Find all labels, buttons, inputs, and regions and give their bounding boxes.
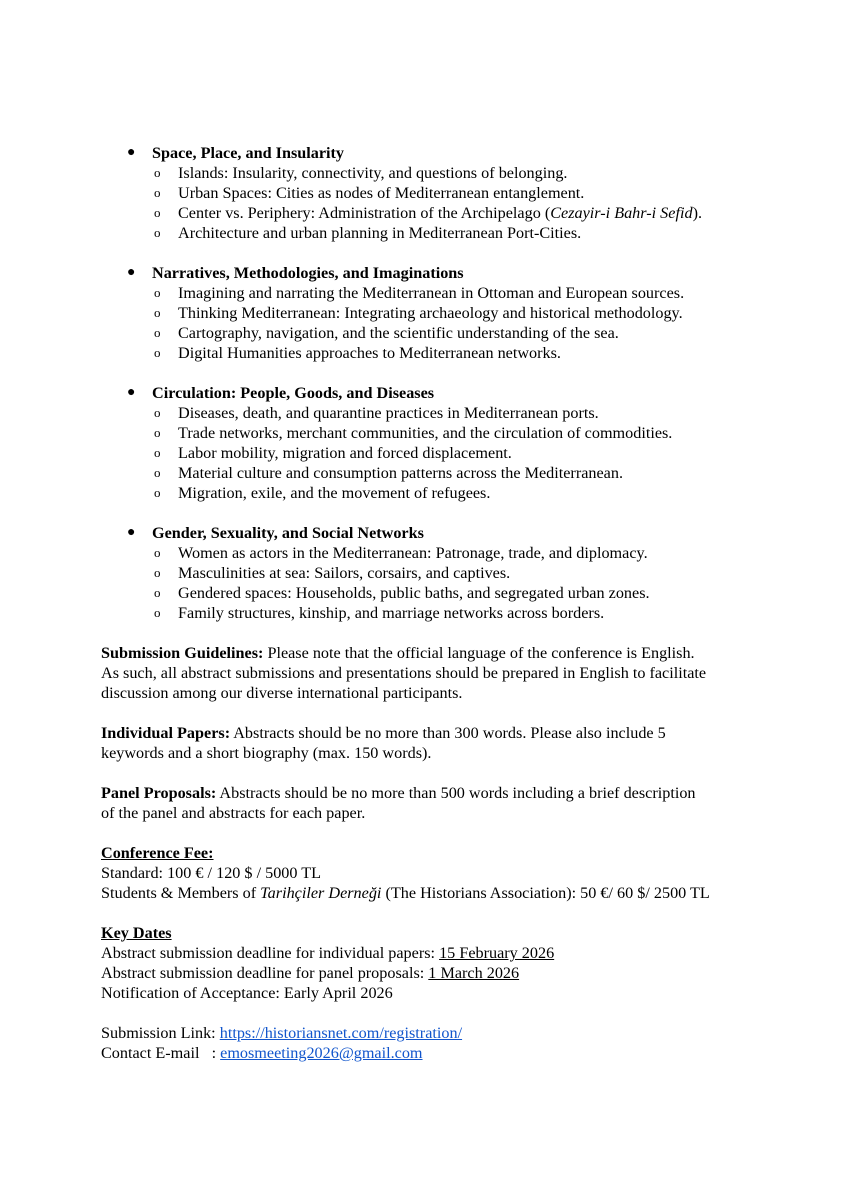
- list-item-text: Migration, exile, and the movement of refugees.: [178, 484, 491, 502]
- list-item-text: Center vs. Periphery: Administration of the Archipelago (: [178, 204, 551, 222]
- contact-email-line: Contact E-mail : emosmeeting2026@gmail.com: [101, 1044, 423, 1062]
- list-item: [101, 283, 801, 303]
- list-item: [101, 563, 801, 583]
- paragraph-line: discussion among our diverse international participants.: [101, 684, 463, 702]
- paragraph-line: As such, all abstract submissions and presentations should be prepared in English to facilitate: [101, 664, 707, 682]
- topic-heading: [101, 383, 801, 403]
- key-dates: [101, 923, 801, 1003]
- sub-bullet-icon: o: [154, 325, 161, 340]
- section-label: Submission Guidelines:: [101, 644, 264, 662]
- individual-papers: [101, 723, 801, 763]
- bullet-icon: ●: [127, 385, 136, 400]
- list-item-italic: Cezayir-i Bahr-i Sefid: [550, 204, 693, 222]
- topic-heading: [101, 263, 801, 283]
- sub-bullet-icon: o: [154, 585, 161, 600]
- list-item: [101, 423, 801, 443]
- list-item: [101, 443, 801, 463]
- date-panel: Abstract submission deadline for panel proposals: 1 March 2026: [101, 964, 520, 982]
- topic-heading: [101, 523, 801, 543]
- list-item-text: Imagining and narrating the Mediterranean in Ottoman and European sources.: [178, 284, 685, 302]
- paragraph-line: Abstracts should be no more than 500 words including a brief description: [216, 784, 696, 802]
- bullet-icon: ●: [127, 265, 136, 280]
- paragraph-line: Please note that the official language of the conference is English.: [263, 644, 695, 662]
- sub-bullet-icon: o: [154, 205, 161, 220]
- list-item: [101, 603, 801, 623]
- submission-link[interactable]: https://historiansnet.com/registration/: [219, 1024, 463, 1042]
- section-heading: Key Dates: [101, 924, 172, 942]
- submission-guidelines: [101, 643, 801, 703]
- sub-bullet-icon: o: [154, 565, 161, 580]
- list-item: [101, 163, 801, 183]
- sub-bullet-icon: o: [154, 405, 161, 420]
- section-label: Panel Proposals:: [101, 784, 217, 802]
- list-item: [101, 483, 801, 503]
- section-heading: Conference Fee:: [101, 844, 214, 862]
- list-item-text: Digital Humanities approaches to Mediterranean networks.: [178, 344, 561, 362]
- list-item: [101, 463, 801, 483]
- list-item-text: Diseases, death, and quarantine practices in Mediterranean ports.: [178, 404, 599, 422]
- date-notification: Notification of Acceptance: Early April 2026: [101, 984, 393, 1002]
- list-item: [101, 303, 801, 323]
- list-item-text: Thinking Mediterranean: Integrating archaeology and historical methodology.: [178, 304, 683, 322]
- section-label: Individual Papers:: [101, 724, 231, 742]
- topic-gender: [101, 523, 801, 623]
- list-item: [101, 183, 801, 203]
- list-item-text: Labor mobility, migration and forced displacement.: [178, 444, 512, 462]
- list-item-text: Cartography, navigation, and the scientific understanding of the sea.: [178, 324, 619, 342]
- topic-title: Narratives, Methodologies, and Imaginations: [152, 264, 464, 282]
- list-item-text: Urban Spaces: Cities as nodes of Mediterranean entanglement.: [178, 184, 585, 202]
- bullet-icon: ●: [127, 525, 136, 540]
- sub-bullet-icon: o: [154, 225, 161, 240]
- sub-bullet-icon: o: [154, 605, 161, 620]
- panel-proposals: [101, 783, 801, 823]
- sub-bullet-icon: o: [154, 485, 161, 500]
- list-item-text: Masculinities at sea: Sailors, corsairs, and captives.: [178, 564, 511, 582]
- paragraph-line: of the panel and abstracts for each paper.: [101, 804, 366, 822]
- date-value: 15 February 2026: [439, 944, 555, 962]
- sub-bullet-icon: o: [154, 425, 161, 440]
- list-item: [101, 203, 801, 223]
- sub-bullet-icon: o: [154, 285, 161, 300]
- contact-email-link[interactable]: emosmeeting2026@gmail.com: [220, 1044, 423, 1062]
- topic-circulation: [101, 383, 801, 503]
- list-item: [101, 583, 801, 603]
- sub-bullet-icon: o: [154, 185, 161, 200]
- document-page: [101, 143, 801, 1083]
- paragraph-line: keywords and a short biography (max. 150 words).: [101, 744, 432, 762]
- topic-heading: [101, 143, 801, 163]
- topic-space-place: [101, 143, 801, 243]
- conference-fee: [101, 843, 801, 903]
- bullet-icon: ●: [127, 145, 136, 160]
- list-item-text: Family structures, kinship, and marriage networks across borders.: [178, 604, 605, 622]
- sub-bullet-icon: o: [154, 545, 161, 560]
- sub-bullet-icon: o: [154, 345, 161, 360]
- list-item-text-after: ).: [692, 204, 702, 222]
- sub-bullet-icon: o: [154, 165, 161, 180]
- topic-title: Circulation: People, Goods, and Diseases: [152, 384, 435, 402]
- sub-bullet-icon: o: [154, 445, 161, 460]
- date-value: 1 March 2026: [428, 964, 520, 982]
- association-name: Tarihçiler Derneği: [260, 884, 382, 902]
- list-item: [101, 323, 801, 343]
- list-item-text: Trade networks, merchant communities, and the circulation of commodities.: [178, 424, 673, 442]
- topic-title: Gender, Sexuality, and Social Networks: [152, 524, 424, 542]
- list-item-text: Islands: Insularity, connectivity, and questions of belonging.: [178, 164, 568, 182]
- sub-bullet-icon: o: [154, 465, 161, 480]
- list-item-text: Gendered spaces: Households, public baths, and segregated urban zones.: [178, 584, 650, 602]
- contact-info: [101, 1023, 801, 1063]
- fee-students: Students & Members of Tarihçiler Derneği (The Historians Association): 50 €/ 60 $/ 2500 TL: [101, 884, 710, 902]
- topic-title: Space, Place, and Insularity: [152, 144, 345, 162]
- fee-standard: Standard: 100 € / 120 $ / 5000 TL: [101, 864, 322, 882]
- list-item-text: Material culture and consumption patterns across the Mediterranean.: [178, 464, 623, 482]
- list-item: [101, 223, 801, 243]
- list-item: [101, 403, 801, 423]
- list-item: [101, 343, 801, 363]
- list-item: [101, 543, 801, 563]
- list-item-text: Women as actors in the Mediterranean: Patronage, trade, and diplomacy.: [178, 544, 648, 562]
- topic-narratives: [101, 263, 801, 363]
- sub-bullet-icon: o: [154, 305, 161, 320]
- paragraph-line: Abstracts should be no more than 300 words. Please also include 5: [230, 724, 666, 742]
- list-item-text: Architecture and urban planning in Mediterranean Port-Cities.: [178, 224, 582, 242]
- submission-link-line: Submission Link: https://historiansnet.com/registration/: [101, 1024, 463, 1042]
- date-individual: Abstract submission deadline for individual papers: 15 February 2026: [101, 944, 555, 962]
